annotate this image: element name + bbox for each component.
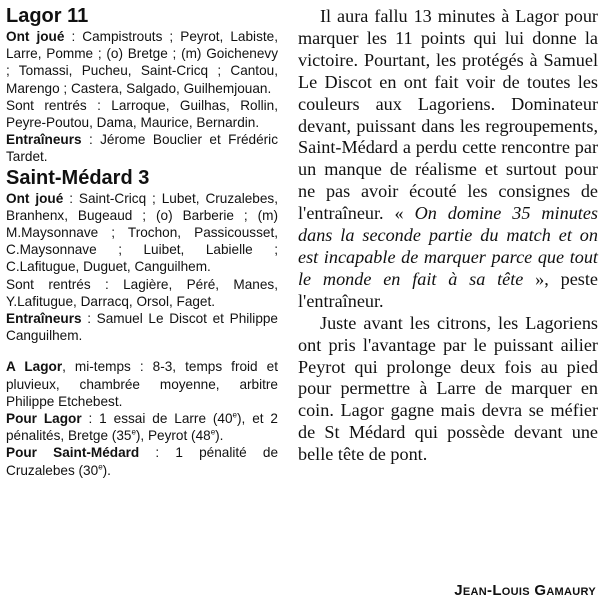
article-paragraph-2: Juste avant les citrons, les Lagoriens ont pris l'avantage par le puissant ailier Peyrot qui prolonge deux fois au pied pour permettre à Larre de marquer en coin. Lagor gagne mais devra se méfier de St Médard qui possède devant une belle tête de pont.	[298, 312, 598, 465]
ordinal-sup: e	[210, 427, 216, 437]
lagor-coaches-label: Entraîneurs	[6, 132, 82, 148]
lagor-scoring	[6, 410, 278, 444]
match-info-label: A Lagor	[6, 359, 63, 375]
sm-lineup	[6, 190, 278, 276]
match-sheet-column	[6, 4, 278, 479]
lagor-scoring-text-4: ).	[215, 428, 224, 444]
sm-scoring-text-1: : 1 pénalité de Cruzalebes (30	[6, 445, 279, 478]
ordinal-sup: e	[232, 410, 237, 420]
lagor-lineup	[6, 28, 278, 97]
article-paragraph-1	[298, 6, 598, 313]
sm-coaches-text: : Samuel Le Discot et Philippe Canguilhem.	[6, 311, 278, 344]
sm-lineup-text: : Saint-Cricq ; Lubet, Cruzalebes, Branhenx, Bugeaud ; (o) Barberie ; (m) M.Maysonnave ; Trochon, Passicousset, C.Maysonnave ; Luibet, Labielle ; C.Lafitugue, Duguet, Canguilhem.	[6, 190, 278, 275]
match-info-text: , mi-temps : 8-3, temps froid et pluvieux, chambrée moyenne, arbitre Philippe Etchebest.	[6, 359, 278, 409]
lagor-scoring-text-1: : 1 essai de Larre (40	[81, 411, 233, 427]
sm-subs: Sont rentrés : Lagière, Péré, Manes, Y.Lafitugue, Darracq, Orsol, Faget.	[6, 276, 278, 309]
sm-scoring-label: Pour Saint-Médard	[6, 445, 140, 461]
lagor-scoring-label: Pour Lagor	[6, 411, 82, 427]
match-info	[6, 358, 278, 410]
article-p1-text: Il aura fallu 13 minutes à Lagor pour marquer les 11 points qui lui donne la victoire. Pourtant, les protégés à Samuel Le Discot en ont fait voir de toutes les couleurs aux Lagoriens. Dominateur devant, puissant dans les regroupements, Saint-Médard a perdu cette rencontre par un manque de réalisme et surtout pour ne pas avoir écouté les consignes de l'entraîneur. «	[298, 6, 598, 224]
article-p1-end: », peste l'entraîneur.	[298, 268, 598, 311]
lagor-scoring-text-2: ), et 2 pénalités, Bretge (35	[6, 411, 278, 444]
lagor-coaches-text: : Jérome Bouclier et Frédéric Tardet.	[6, 132, 278, 165]
lagor-scoring-text-3: ), Peyrot (48	[135, 428, 211, 444]
ordinal-sup: e	[131, 427, 136, 437]
sm-lineup-label: Ont joué	[6, 190, 64, 206]
sm-coaches	[6, 310, 278, 344]
sm-scoring	[6, 444, 278, 478]
ordinal-sup: e	[98, 462, 103, 472]
team-title-lagor: Lagor 11	[6, 5, 89, 27]
lagor-lineup-label: Ont joué	[6, 29, 65, 44]
lagor-subs: Sont rentrés : Larroque, Guilhas, Rollin, Peyre-Poutou, Dama, Maurice, Bernardin.	[6, 97, 278, 131]
article-quote: On domine 35 minutes dans la seconde partie du match et on est incapable de marquer parce que tout le monde en fait à sa tête	[298, 203, 598, 289]
lagor-coaches	[6, 131, 278, 165]
author-byline: Jean-Louis Gamaury	[454, 582, 596, 599]
lagor-lineup-text: : Campistrouts ; Peyrot, Labiste, Larre, Pomme ; (o) Bretge ; (m) Goichenevy ; Tomassi, Pucheu, Saint-Cricq ; Cantou, Marengo ; Castera, Salgado, Guilhemjouan.	[6, 29, 278, 96]
article-column	[298, 6, 598, 466]
sm-coaches-label: Entraîneurs	[6, 311, 82, 327]
team-title-saint-medard: Saint-Médard 3	[6, 166, 150, 189]
sm-scoring-text-2: ).	[102, 462, 111, 478]
